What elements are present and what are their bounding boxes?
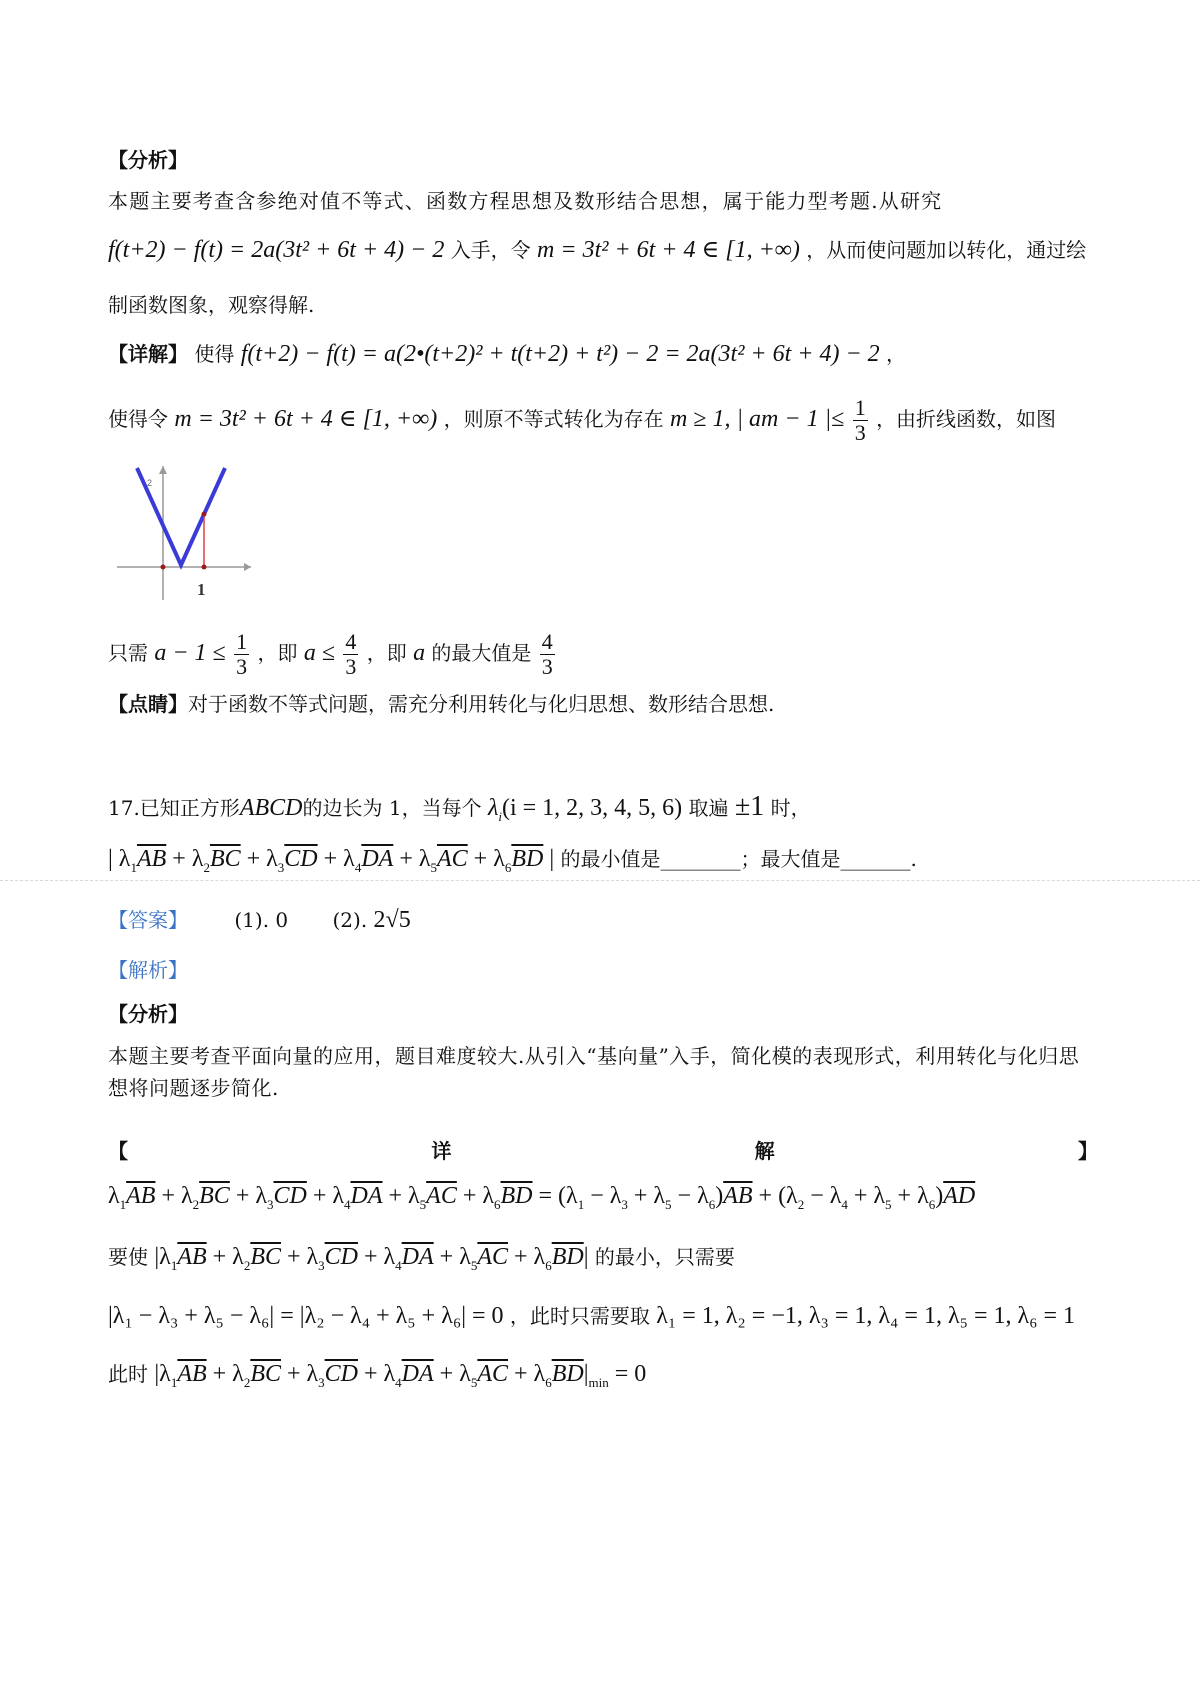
tick-y-label: 2 [147,478,153,488]
fraction-2 [343,630,358,679]
yaoshi-expr: $|\lambda_1\overline{AB} + \lambda_2\overline{BC} + \lambda_3\overline{CD} + \lambda_4\overline{DA} + \lambda_5\overline{AC} + \lambda_6\overline{BD}|$ [154,1244,589,1273]
y-axis-arrow [159,466,167,474]
point-top [202,512,207,517]
detail-heading: 【详解】 [108,342,188,366]
f1-num: 1 [236,629,248,654]
only-need-pre: 只需 [108,641,148,666]
q17-pm: ±1 [734,791,765,822]
detail-line2-tail: ，由折线函数，如图 [876,407,1057,432]
detail-bracket-close: 】 [1077,1139,1098,1163]
question-17-line-2 [108,845,917,875]
detail-line2-mid: ，则原不等式转化为存在 [443,407,664,432]
answer-2-pre: (2). [332,908,368,932]
f1-den: 3 [236,654,248,680]
q17-pre: 17.已知正方形 [108,796,240,820]
q17-end: 时， [770,796,811,820]
point-right [202,565,207,570]
only-need-mid3: 的最大值是 [431,641,532,666]
answer-line [108,906,411,935]
only-need-a: a [413,640,426,667]
analysis-mid: 入手，令 [450,238,531,262]
remark-heading: 【点睛】 [108,692,188,716]
detail-line2-expr: m = 3t² + 6t + 4 ∈ [1, +∞) [174,406,438,433]
yaoshi-tail: 的最小，只需要 [594,1245,735,1269]
analysis-expr-1: f(t+2) − f(t) = 2a(3t² + 6t + 4) − 2 [108,237,445,263]
frac-num: 1 [854,395,866,420]
q17-vector-expr: | $\lambda_1\overline{AB} + \lambda_2\overline{BC} + \lambda_3\overline{CD} + \lambda_4\overline{DA} + \lambda_5\overline{AC} + \lambda_6\overline{BD}$ | [108,846,555,875]
analysis-heading: 【分析】 [108,148,188,172]
q17-mid: 的边长为 1，当每个 [302,796,482,820]
fraction-1 [234,630,249,679]
q17-line2-tail: 的最小值是________；最大值是_______. [560,847,917,871]
cond-values: λ₁ = 1, λ₂ = −1, λ₃ = 1, λ₄ = 1, λ₅ = 1, λ₆ = 1 [656,1303,1076,1329]
detail-char-2: 解 [754,1139,775,1163]
q17-detail-heading [108,1135,1098,1164]
q17-condition-line [108,1302,1075,1331]
detail-expr: f(t+2) − f(t) = a(2•(t+2)² + t(t+2) + t²) − 2 = 2a(3t² + 6t + 4) − 2 [240,341,880,367]
analysis-expr-2: m = 3t² + 6t + 4 ∈ [1, +∞) [537,237,800,263]
yaoshi-pre: 要使 [108,1245,148,1269]
detail-line2-cond: m ≥ 1, | am − 1 |≤ [669,406,845,433]
detail-bracket-open: 【 [108,1139,128,1163]
cond-tail: ，此时只需要取 [509,1304,650,1328]
q17-expansion: $\lambda_1\overline{AB} + \lambda_2\overline{BC} + \lambda_3\overline{CD} + \lambda_4\overline{DA} + \lambda_5\overline{AC} + \lambda_6\overline{BD} = (\lambda_1 - \lambda_3 + \lambda_5 - \lambda_6)\overline{AB} + (\lambda_2 - \lambda_4 + \lambda_5 + \lambda_6)\overline{AD}$ [108,1183,976,1212]
q17-analysis-text: 本题主要考查平面向量的应用，题目难度较大.从引入“基向量”入手，简化模的表现形式，利用转化与化归思想将问题逐步简化. [108,1044,1080,1100]
detail-char-1: 详 [431,1139,452,1163]
answer-2: 2√5 [373,907,411,933]
fraction-3 [540,630,555,679]
cond-expr: |λ₁ − λ₃ + λ₅ − λ₆| = |λ₂ − λ₄ + λ₅ + λ₆| = 0 [108,1303,504,1329]
analysis-text: 本题主要考查含参绝对值不等式、函数方程思想及数形结合思想，属于能力型考题.从研究 [108,189,943,213]
detail-line2-pre: 使得令 [108,407,168,432]
analysis-line-2 [108,236,1086,265]
q17-mid2: 取遍 [688,796,729,820]
analysis-line-3: 制函数图象，观察得解. [108,293,315,317]
analysis-tail: ，从而使问题加以转化，通过绘 [806,238,1087,262]
page-divider [0,880,1200,881]
fraction-one-third [853,396,868,445]
only-need-e2: a ≤ [303,640,335,667]
f2-den: 3 [345,654,357,680]
q17-abcd: ABCD [239,795,303,821]
frac-den: 3 [854,420,866,446]
jiexi-heading: 【解析】 [108,958,188,982]
tick-x-label: 1 [197,580,206,599]
q17-analysis-heading: 【分析】 [108,1002,188,1026]
q17-cond: (i = 1, 2, 3, 4, 5, 6) [501,795,683,821]
only-need-mid2: ，即 [366,641,407,666]
q17-lambda: $\lambda_i$ [487,795,502,824]
f2-num: 4 [345,629,357,654]
x-axis-arrow [244,563,251,571]
cishi-pre: 此时 [108,1362,148,1386]
detail-line-2 [108,396,1056,445]
detail-end: ， [886,342,906,366]
only-need-line [108,630,557,679]
f3-den: 3 [541,654,553,680]
q17-cishi-line [108,1360,646,1390]
v-graph [115,462,255,602]
answer-heading: 【答案】 [108,908,188,932]
detail-pre: 使得 [194,342,235,366]
answer-1: (1). 0 [234,908,289,932]
q17-yaoshi-line [108,1243,735,1273]
cishi-expr: $|\lambda_1\overline{AB} + \lambda_2\overline{BC} + \lambda_3\overline{CD} + \lambda_4\overline{DA} + \lambda_5\overline{AC} + \lambda_6\overline{BD}|_{min} = 0$ [154,1361,647,1390]
f3-num: 4 [541,629,553,654]
question-17-line-1 [108,790,811,824]
only-need-e1: a − 1 ≤ [154,640,226,667]
detail-line-1 [108,340,906,369]
remark-text: 对于函数不等式问题，需充分利用转化与化归思想、数形结合思想. [188,692,775,716]
only-need-mid1: ，即 [257,641,298,666]
remark-line [108,692,774,716]
point-left [161,565,166,570]
